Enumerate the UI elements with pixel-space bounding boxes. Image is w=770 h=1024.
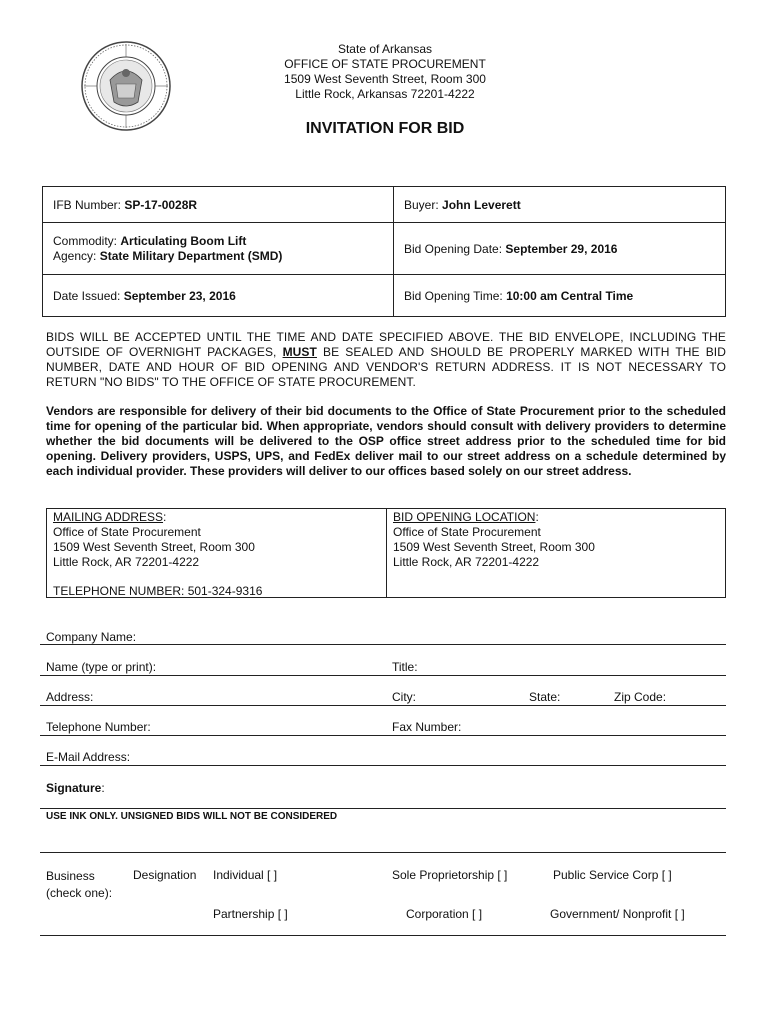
address-box bbox=[46, 508, 726, 598]
ink-notice: USE INK ONLY. UNSIGNED BIDS WILL NOT BE CONSIDERED bbox=[46, 811, 338, 822]
public-service-corp-checkbox[interactable]: Public Service Corp [ ] bbox=[553, 868, 672, 882]
address-label: Address: bbox=[46, 690, 94, 704]
bid-opening-location: BID OPENING LOCATION: Office of State Procurement 1509 West Seventh Street, Room 300 Little Rock, AR 72201-4222 bbox=[393, 510, 595, 569]
business-top-rule bbox=[40, 852, 726, 853]
commodity-label: Commodity: bbox=[53, 233, 121, 248]
header-block bbox=[230, 42, 540, 102]
opening-date-cell bbox=[394, 223, 726, 275]
buyer-cell bbox=[394, 187, 726, 223]
zip-label: Zip Code: bbox=[614, 690, 667, 704]
opening-date-label: Bid Opening Date: bbox=[404, 241, 506, 256]
address-field[interactable] bbox=[40, 705, 726, 706]
page-title: INVITATION FOR BID bbox=[305, 120, 465, 137]
bid-acceptance-notice: BIDS WILL BE ACCEPTED UNTIL THE TIME AND DATE SPECIFIED ABOVE. THE BID ENVELOPE, INCLUDING THE OUTSIDE OF OVERNIGHT PACKAGES, MUST BE SEALED AND SHOULD BE PROPERLY MARKED WITH THE BID NUMBER, DATE AND HOUR OF BID OPENING AND VENDOR'S RETURN ADDRESS. IT IS NOT NECESSARY TO RETURN "NO BIDS" TO THE OFFICE OF STATE PROCUREMENT. bbox=[46, 330, 726, 389]
government-nonprofit-checkbox[interactable]: Government/ Nonprofit [ ] bbox=[550, 907, 685, 921]
commodity-cell bbox=[43, 223, 394, 275]
opening-heading: BID OPENING LOCATION bbox=[393, 510, 536, 524]
corporation-checkbox[interactable]: Corporation [ ] bbox=[406, 907, 483, 921]
opening-time-label: Bid Opening Time: bbox=[404, 288, 507, 303]
business-bottom-rule bbox=[40, 935, 726, 936]
email-field[interactable] bbox=[40, 765, 726, 766]
telephone-fax-field[interactable] bbox=[40, 735, 726, 736]
ifb-number-label: IFB Number: bbox=[53, 197, 125, 212]
mailing-address: MAILING ADDRESS: Office of State Procurement 1509 West Seventh Street, Room 300 Little Rock, AR 72201-4222 bbox=[53, 510, 255, 569]
header-city: Little Rock, Arkansas 72201-4222 bbox=[295, 87, 475, 101]
header-street: 1509 West Seventh Street, Room 300 bbox=[284, 72, 486, 86]
state-label: State: bbox=[529, 690, 561, 704]
buyer-label: Buyer: bbox=[404, 197, 443, 212]
sole-proprietorship-checkbox[interactable]: Sole Proprietorship [ ] bbox=[392, 868, 508, 882]
name-title-field[interactable] bbox=[40, 675, 726, 676]
opening-time-value: 10:00 am Central Time bbox=[506, 288, 634, 303]
agency-label: Agency: bbox=[53, 248, 100, 263]
telephone-label: Telephone Number: bbox=[46, 720, 151, 734]
header-state: State of Arkansas bbox=[337, 42, 433, 56]
business-label: Business (check one): bbox=[46, 869, 113, 900]
signature-label: Signature: bbox=[46, 781, 105, 795]
vendor-delivery-notice: Vendors are responsible for delivery of their bid documents to the Office of State Procurement prior to the scheduled time for opening of the particular bid. When appropriate, vendors should consult with delivery providers to determine whether the bid documents will be delivered to the OSP office street address prior to the scheduled time for bid opening. Delivery providers, USPS, UPS, and FedEx deliver mail to our street address on a schedule determined by each individual provider. These providers will deliver to our offices based solely on our street address. bbox=[46, 404, 726, 478]
title-label: Title: bbox=[392, 660, 418, 674]
header-office: OFFICE OF STATE PROCUREMENT bbox=[284, 57, 486, 71]
bid-info-table bbox=[42, 186, 726, 317]
must-emphasis: MUST bbox=[282, 345, 317, 359]
signature-field[interactable] bbox=[40, 808, 726, 809]
designation-label: Designation bbox=[133, 868, 197, 882]
commodity-value: Articulating Boom Lift bbox=[120, 233, 247, 248]
city-label: City: bbox=[392, 690, 416, 704]
opening-date-value: September 29, 2016 bbox=[505, 241, 618, 256]
ifb-number-cell bbox=[43, 187, 394, 223]
address-divider bbox=[386, 509, 387, 597]
individual-checkbox[interactable]: Individual [ ] bbox=[213, 868, 278, 882]
date-issued-cell bbox=[43, 275, 394, 317]
company-name-field[interactable] bbox=[40, 644, 726, 645]
fax-label: Fax Number: bbox=[392, 720, 462, 734]
telephone-number: TELEPHONE NUMBER: 501-324-9316 bbox=[53, 584, 263, 598]
opening-time-cell bbox=[394, 275, 726, 317]
email-label: E-Mail Address: bbox=[46, 750, 131, 764]
agency-value: State Military Department (SMD) bbox=[99, 248, 283, 263]
date-issued-label: Date Issued: bbox=[53, 288, 124, 303]
mailing-heading: MAILING ADDRESS bbox=[53, 510, 164, 524]
ifb-number-value: SP-17-0028R bbox=[124, 197, 198, 212]
date-issued-value: September 23, 2016 bbox=[123, 288, 236, 303]
partnership-checkbox[interactable]: Partnership [ ] bbox=[213, 907, 288, 921]
company-name-label: Company Name: bbox=[46, 630, 137, 644]
name-label: Name (type or print): bbox=[46, 660, 157, 674]
state-seal bbox=[80, 40, 172, 132]
buyer-value: John Leverett bbox=[442, 197, 521, 212]
